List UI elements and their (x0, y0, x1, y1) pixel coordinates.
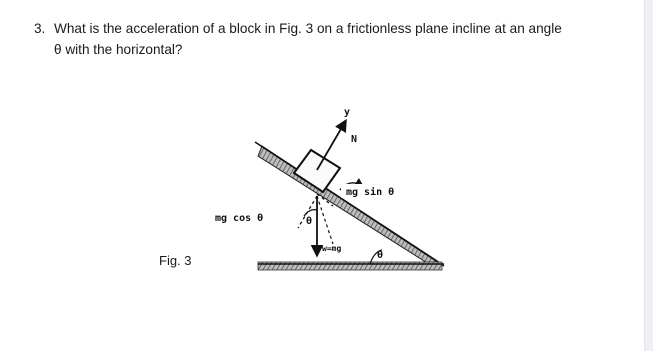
theta-label-base: θ (377, 250, 384, 261)
y-axis-label: y (344, 107, 351, 118)
incline-top-line (255, 142, 444, 266)
figure-caption: Fig. 3 (159, 253, 192, 268)
question-text-line-1: What is the acceleration of a block in Fig. 3 on a frictionless plane incline at an angle (54, 21, 562, 36)
mg-sin-theta-label: mg sin θ (346, 187, 395, 198)
dashed-guide (317, 196, 333, 244)
mg-cos-theta-label: mg cos θ (215, 213, 264, 224)
incline-figure (200, 98, 450, 273)
weight-label: w=mg (322, 244, 342, 253)
question-text-line-2: θ with the horizontal? (54, 42, 183, 57)
ground-base (258, 262, 442, 270)
normal-force-label: N (351, 134, 358, 145)
page-edge-strip (644, 0, 653, 351)
theta-label-block: θ (306, 216, 313, 227)
block (294, 150, 340, 192)
question-number: 3. (34, 21, 46, 36)
incline-surface (258, 146, 442, 266)
